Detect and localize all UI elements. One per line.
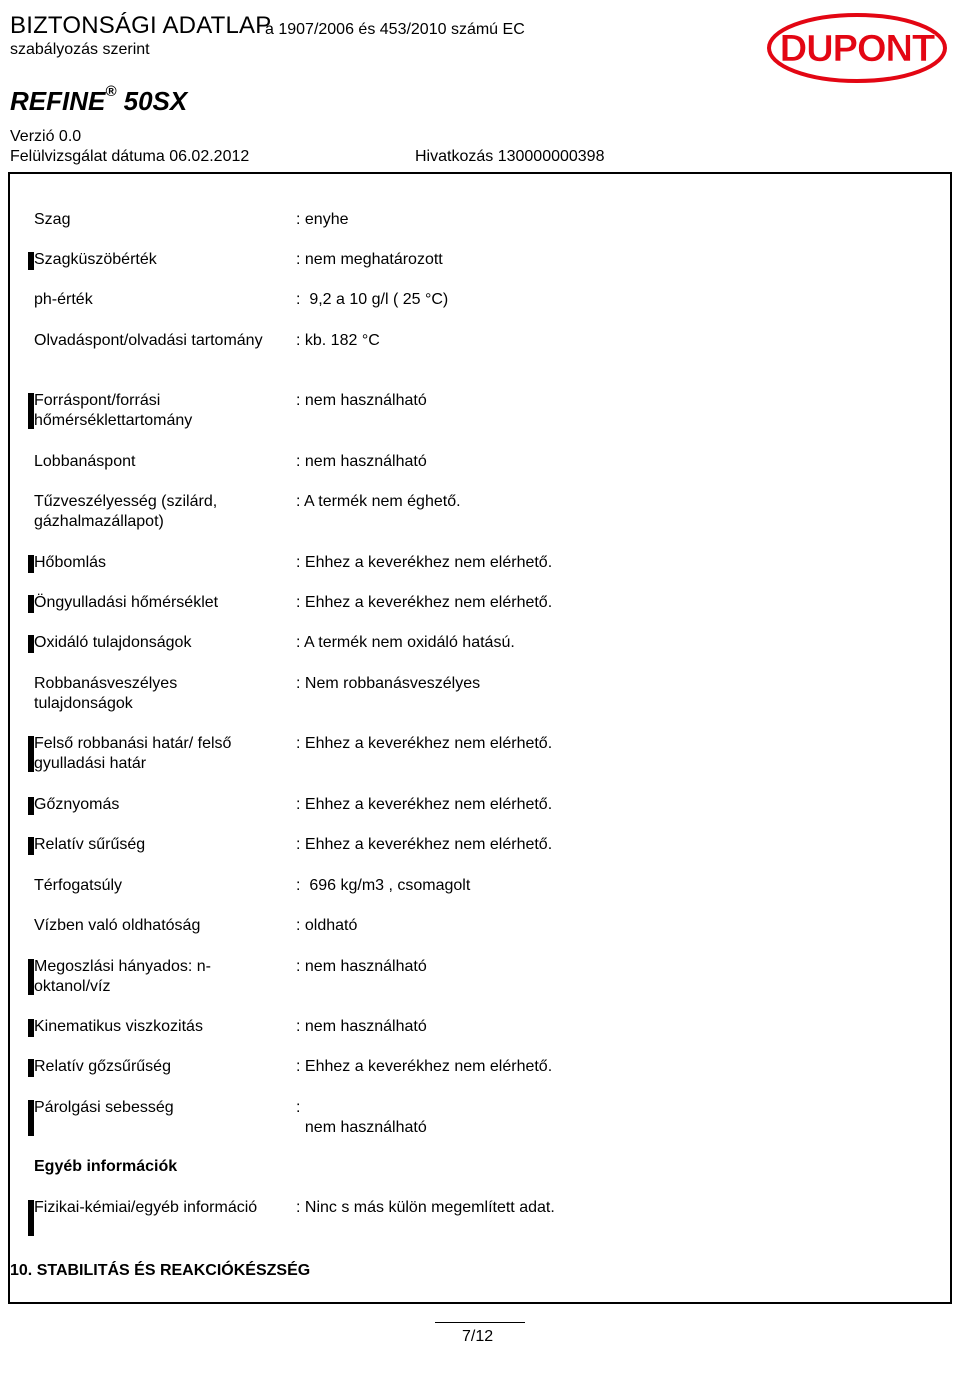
revision-bar [28,1019,34,1037]
property-label: Szagküszöbérték [34,251,157,268]
revision-bar [28,797,34,815]
property-value: : nem használható [296,1018,427,1035]
property-label: Tűzveszélyesség (szilárd, gázhalmazállapot) [34,493,218,530]
property-value: : nem használható [296,392,427,409]
left-border [8,172,10,1304]
property-label: Oxidáló tulajdonságok [34,634,192,651]
property-value: : nem használható [296,958,427,975]
property-label: Gőznyomás [34,796,120,813]
property-label: Felső robbanási határ/ felső gyulladási határ [34,735,232,772]
revision-bar [28,736,34,772]
section-10-heading: 10. STABILITÁS ÉS REAKCIÓKÉSZSÉG [10,1262,311,1279]
dupont-logo [766,12,948,84]
version: Verzió 0.0 [10,128,82,145]
revision-bar [28,959,34,995]
property-value: : oldható [296,917,358,934]
property-value: : nem használható [296,1099,427,1136]
property-label: Vízben való oldhatóság [34,917,201,934]
revision-bar [28,393,34,429]
property-value: : enyhe [296,211,349,228]
property-label: Relatív sűrűség [34,836,146,853]
property-value: : A termék nem oxidáló hatású. [296,634,515,651]
property-value: : nem meghatározott [296,251,443,268]
property-value: : kb. 182 °C [296,332,380,349]
registered-mark: ® [105,83,117,101]
property-value: : 696 kg/m3 , csomagolt [296,877,471,894]
property-value: : A termék nem éghető. [296,493,461,510]
property-value: : Ehhez a keverékhez nem elérhető. [296,554,553,571]
property-label: Robbanásveszélyes tulajdonságok [34,675,178,712]
property-label: Hőbomlás [34,554,107,571]
revision-bar [28,837,34,855]
reference-number: Hivatkozás 130000000398 [415,148,605,165]
footer-divider [8,1302,952,1304]
revision-bar [28,595,34,613]
property-label: Szag [34,211,71,228]
revision-bar [28,252,34,270]
product-name-text: REFINE [10,86,106,116]
svg-text:DUPONT: DUPONT [779,28,935,70]
property-value: : nem használható [296,453,427,470]
revision-bar [28,1100,34,1136]
revision-bar [28,635,34,653]
property-value: : Ehhez a keverékhez nem elérhető. [296,1058,553,1075]
property-label: Forráspont/forrási hőmérséklettartomány [34,392,193,429]
other-info-heading: Egyéb információk [34,1158,178,1175]
product-suffix: 50SX [123,86,188,116]
property-value: : Ehhez a keverékhez nem elérhető. [296,735,553,752]
header-divider [8,172,952,174]
property-value: : Ehhez a keverékhez nem elérhető. [296,594,553,611]
property-value: : Ninc s más külön megemlített adat. [296,1199,555,1216]
page-number: 7/12 [462,1328,494,1345]
regulation-line-1: a 1907/2006 és 453/2010 számú EC [265,21,525,38]
document-title: BIZTONSÁGI ADATLAP [10,12,272,39]
product-name [10,83,188,117]
revision-date: Felülvizsgálat dátuma 06.02.2012 [10,148,250,165]
property-label: Fizikai-kémiai/egyéb információ [34,1199,258,1216]
property-label: Öngyulladási hőmérséklet [34,594,219,611]
property-value: : Ehhez a keverékhez nem elérhető. [296,836,553,853]
property-value: : Nem robbanásveszélyes [296,675,481,692]
property-label: Párolgási sebesség [34,1099,174,1116]
property-label: Lobbanáspont [34,453,136,470]
property-label: Relatív gőzsűrűség [34,1058,171,1075]
revision-bar [28,1200,34,1236]
property-label: Kinematikus viszkozitás [34,1018,203,1035]
property-label: Megoszlási hányados: n-oktanol/víz [34,958,211,995]
property-label: ph-érték [34,291,93,308]
revision-bar [28,555,34,573]
regulation-line-2: szabályozás szerint [10,41,150,58]
right-border [950,172,952,1304]
property-value: : 9,2 a 10 g/l ( 25 °C) [296,291,449,308]
property-label: Olvadáspont/olvadási tartomány [34,332,263,349]
property-label: Térfogatsúly [34,877,123,894]
revision-bar [28,1059,34,1077]
property-value: : Ehhez a keverékhez nem elérhető. [296,796,553,813]
